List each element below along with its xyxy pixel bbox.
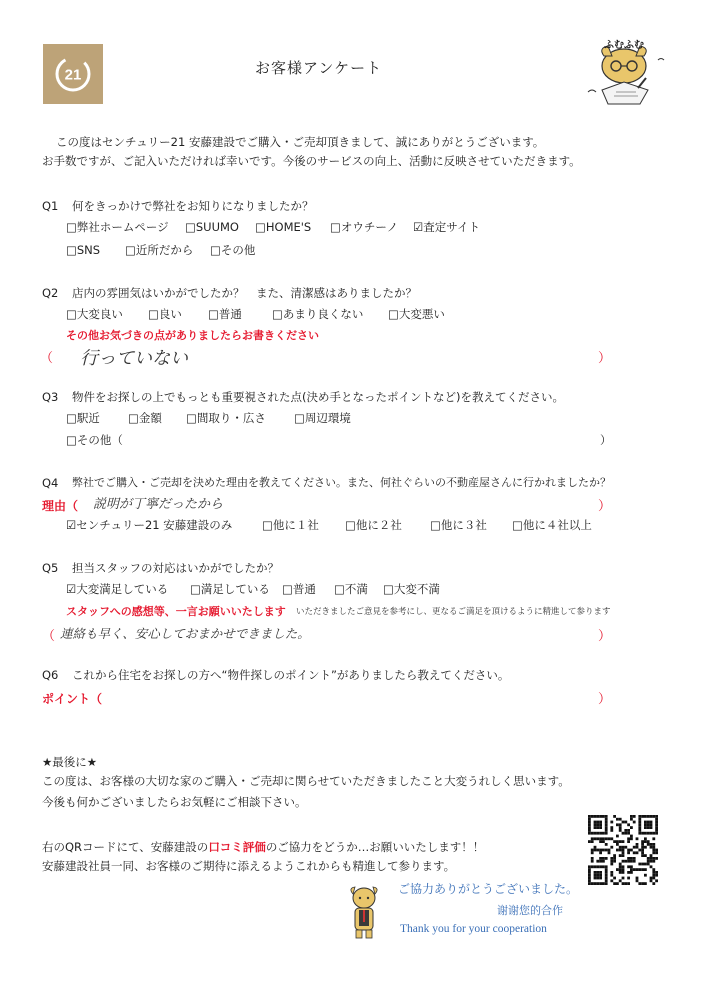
q4-option-only-ando: ☑センチュリー21 安藤建設のみ	[66, 518, 233, 532]
q4-option-1-other: □他に１社	[262, 518, 319, 532]
q4-handwritten-reason: 説明が丁寧だったから	[93, 497, 224, 512]
intro-line-1: この度はセンチュリー21 安藤建設でご購入・ご売却頂きまして、誠にありがとうございます。	[56, 135, 545, 149]
qr-request-pre: 右のQRコードにて、安藤建設の	[42, 840, 209, 854]
q2-number: Q2	[42, 286, 59, 300]
q3-question: 物件をお探しの上でもっとも重要視された点(決め手となったポイントなど)を教えてください。	[72, 390, 564, 404]
qr-request-post: のご協力をどうか…お願いいたします！！	[265, 840, 485, 854]
q5-option-normal: □普通	[282, 582, 316, 596]
q3-close-paren: ）	[600, 433, 612, 447]
q1-option-nearby: □近所だから	[125, 243, 194, 257]
q3-option-other: □その他（	[66, 433, 123, 447]
q6-number: Q6	[42, 668, 59, 682]
q2-handwritten-answer: 行っていない	[80, 348, 188, 369]
q2-option-good: □良い	[148, 307, 182, 321]
q2-option-not-good: □あまり良くない	[272, 307, 364, 321]
q1-question: 何をきっかけで弊社をお知りになりましたか？	[72, 199, 314, 213]
q4-option-2-others: □他に２社	[345, 518, 402, 532]
q1-option-suumo: □SUUMO	[185, 220, 239, 234]
q3-number: Q3	[42, 390, 59, 404]
q1-option-homepage: □弊社ホームページ	[66, 220, 169, 234]
standing-mascot-illustration	[344, 882, 384, 942]
thanks-japanese: ご協力ありがとうございました。	[398, 882, 579, 896]
q4-option-3-others: □他に３社	[430, 518, 487, 532]
q5-option-very-satisfied: ☑大変満足している	[66, 582, 169, 596]
page-title: お客様アンケート	[255, 59, 383, 77]
q2-close-paren: ）	[598, 351, 612, 366]
q2-option-normal: □普通	[208, 307, 242, 321]
q3-option-price: □金額	[128, 411, 162, 425]
q1-option-satei-site: ☑査定サイト	[413, 220, 481, 234]
q5-option-satisfied: □満足している	[190, 582, 270, 596]
thanks-english: Thank you for your cooperation	[400, 923, 547, 935]
closing-line-1: この度は、お客様の大切な家のご購入・ご売却に関らせていただきましたこと大変うれしく思います。	[42, 774, 570, 788]
q5-option-dissatisfied: □不満	[334, 582, 368, 596]
q6-question: これから住宅をお探しの方へ“物件探しのポイント”がありましたら教えてください。	[72, 668, 510, 682]
q2-prompt: その他お気づきの点がありましたらお書きください	[66, 329, 319, 342]
q6-close-paren: ）	[598, 692, 612, 707]
q5-number: Q5	[42, 561, 59, 575]
q2-question: 店内の雰囲気はいかがでしたか？ また、清潔感はありましたか？	[72, 286, 417, 300]
q3-option-layout: □間取り・広さ	[186, 411, 266, 425]
q2-open-paren: （	[40, 351, 54, 366]
staff-line: 安藤建設社員一同、お客様のご期待に添えるようこれからも精進して参ります。	[42, 859, 456, 873]
q6-point-label: ポイント（	[42, 692, 103, 706]
q2-option-very-bad: □大変悪い	[388, 307, 445, 321]
closing-line-2: 今後も何かございましたらお気軽にご相談下さい。	[42, 795, 307, 809]
q1-option-homes: □HOME'S	[255, 220, 312, 234]
kuchikomi-highlight: 口コミ評価	[208, 840, 266, 854]
q2-option-very-good: □大変良い	[66, 307, 123, 321]
q4-question: 弊社でご購入・ご売却を決めた理由を教えてください。また、何社ぐらいの不動産屋さんに行かれましたか？	[72, 476, 611, 489]
q5-note: いただきましたご意見を参考にし、更なるご満足を頂けるように精進して参ります	[296, 607, 611, 617]
q5-close-paren: ）	[598, 629, 612, 644]
q5-handwritten-answer: 連絡も早く、安心しておまかせできました。	[60, 626, 310, 641]
thanks-chinese: 谢谢您的合作	[497, 904, 563, 917]
q1-option-ouchino: □オウチーノ	[330, 220, 399, 234]
qr-code[interactable]	[588, 815, 658, 885]
q5-option-very-dissatisfied: □大変不満	[383, 582, 440, 596]
q4-reason-label: 理由（	[42, 499, 79, 513]
q5-prompt: スタッフへの感想等、一言お願いいたします	[66, 605, 286, 618]
q4-close-paren: ）	[598, 499, 612, 514]
q1-option-sns: □SNS	[66, 243, 101, 257]
q4-option-4plus-others: □他に４社以上	[512, 518, 592, 532]
intro-line-2: お手数ですが、ご記入いただければ幸いです。今後のサービスの向上、活動に反映させていただきます。	[42, 154, 581, 168]
q5-question: 担当スタッフの対応はいかがでしたか？	[72, 561, 279, 575]
closing-heading: ★最後に★	[42, 755, 98, 769]
logo-text: 21	[64, 66, 82, 84]
century21-logo	[43, 44, 103, 104]
q3-option-surroundings: □周辺環境	[294, 411, 351, 425]
q1-option-other: □その他	[210, 243, 256, 257]
qr-request-line	[42, 840, 484, 854]
q1-number: Q1	[42, 199, 59, 213]
q3-option-station: □駅近	[66, 411, 100, 425]
q5-open-paren: （	[42, 629, 56, 644]
q4-number: Q4	[42, 476, 59, 490]
mascot-speech: ふむふむ	[604, 40, 644, 51]
